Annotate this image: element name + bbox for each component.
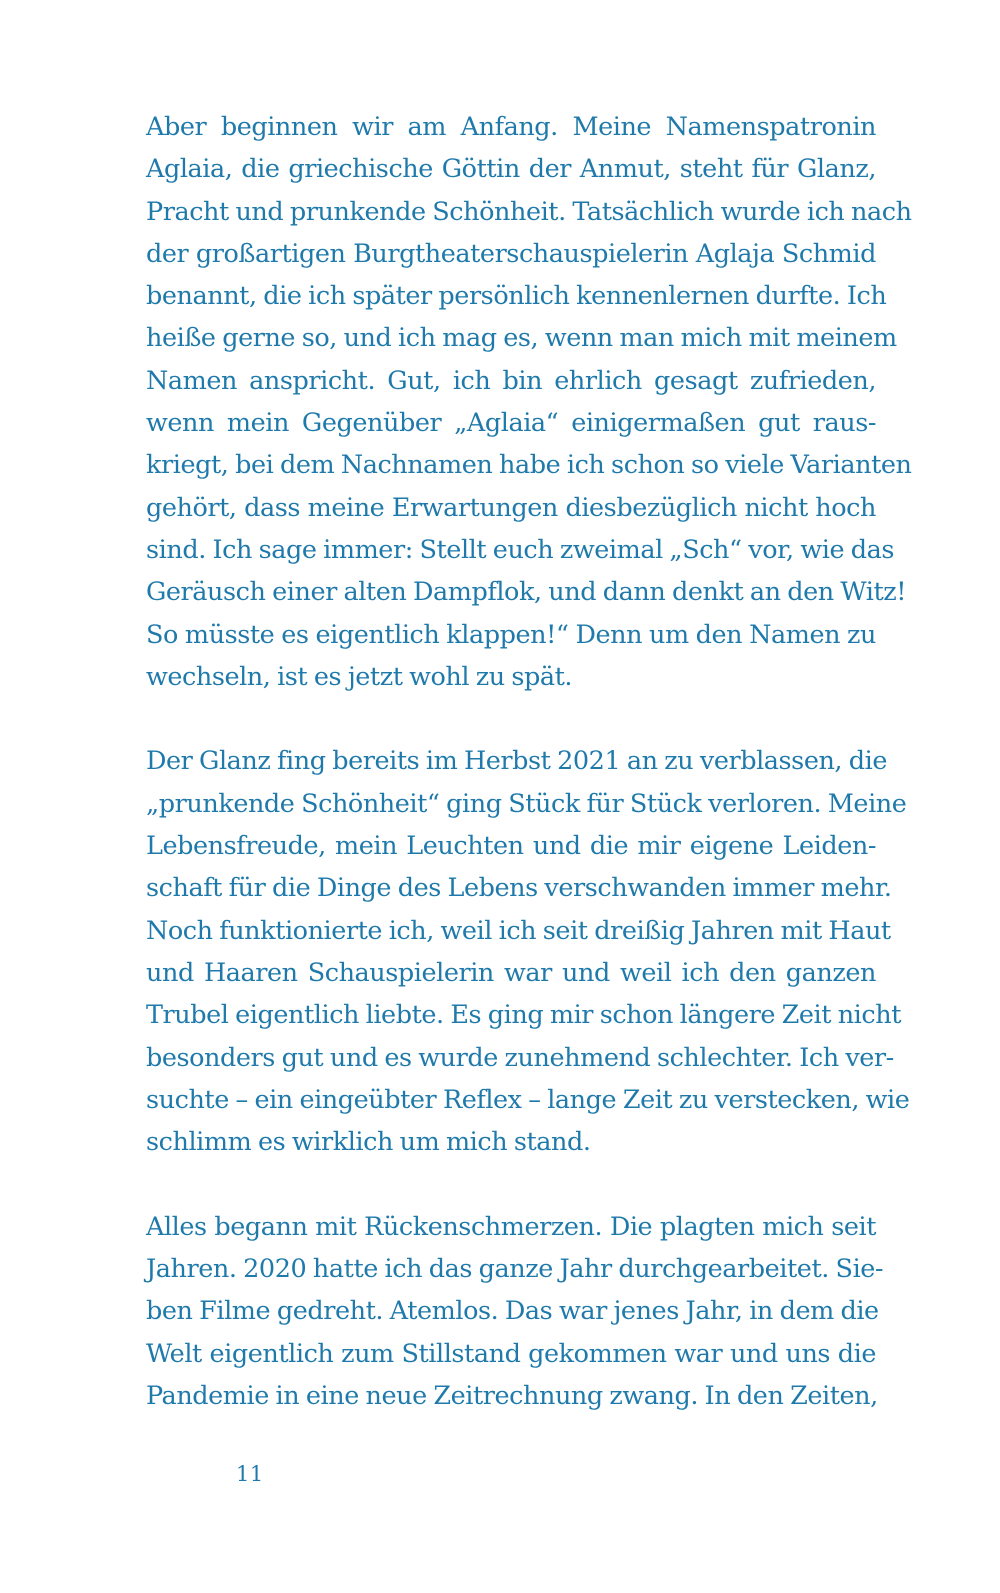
- paragraph-gap: [146, 698, 876, 740]
- text-line: und Haaren Schauspielerin war und weil ich den ganzen: [146, 957, 876, 988]
- paragraph-gap: [146, 1163, 876, 1205]
- text-line: ben Filme gedreht. Atemlos. Das war jenes Jahr, in dem die: [146, 1296, 879, 1327]
- text-line: wechseln, ist es jetzt wohl zu spät.: [146, 661, 573, 692]
- text-line: Pandemie in eine neue Zeitrechnung zwang. In den Zeiten,: [146, 1380, 878, 1411]
- text-line: Jahren. 2020 hatte ich das ganze Jahr durchgearbeitet. Sie-: [146, 1254, 884, 1285]
- text-line: benannt, die ich später persönlich kennenlernen durfte. Ich: [146, 281, 887, 312]
- page-body: [146, 106, 912, 1417]
- paragraph-3: [146, 1206, 884, 1417]
- text-line: der großartigen Burgtheaterschauspielerin Aglaja Schmid: [146, 238, 876, 269]
- text-line: kriegt, bei dem Nachnamen habe ich schon so viele Varianten: [146, 450, 912, 481]
- text-line: Aber beginnen wir am Anfang. Meine Namenspatronin: [146, 112, 876, 142]
- text-line: Pracht und prunkende Schönheit. Tatsächlich wurde ich nach: [146, 196, 912, 227]
- text-line: suchte – ein eingeübter Reflex – lange Zeit zu verstecken, wie: [146, 1084, 910, 1115]
- text-line: Der Glanz fing bereits im Herbst 2021 an zu verblassen, die: [146, 746, 887, 777]
- text-line: gehört, dass meine Erwartungen diesbezüglich nicht hoch: [146, 492, 876, 523]
- text-line: besonders gut und es wurde zunehmend schlechter. Ich ver-: [146, 1042, 894, 1073]
- text-line: Aglaia, die griechische Göttin der Anmut, steht für Glanz,: [146, 154, 876, 185]
- text-line: Namen anspricht. Gut, ich bin ehrlich gesagt zufrieden,: [146, 365, 876, 396]
- text-line: sind. Ich sage immer: Stellt euch zweimal „Sch“ vor, wie das: [146, 534, 895, 565]
- paragraph-2: [146, 740, 910, 1163]
- text-line: Trubel eigentlich liebte. Es ging mir schon längere Zeit nicht: [146, 1000, 901, 1031]
- text-line: Welt eigentlich zum Stillstand gekommen war und uns die: [146, 1338, 876, 1369]
- page-number: 11: [236, 1462, 264, 1486]
- text-line: Lebensfreude, mein Leuchten und die mir eigene Leiden-: [146, 831, 876, 862]
- text-line: wenn mein Gegenüber „Aglaia“ einigermaßen gut raus-: [146, 408, 876, 439]
- text-line: „prunkende Schönheit“ ging Stück für Stück verloren. Meine: [146, 788, 907, 819]
- text-line: So müsste es eigentlich klappen!“ Denn um den Namen zu: [146, 619, 876, 650]
- text-line: schlimm es wirklich um mich stand.: [146, 1127, 591, 1158]
- text-line: heiße gerne so, und ich mag es, wenn man mich mit meinem: [146, 323, 897, 354]
- text-line: Noch funktionierte ich, weil ich seit dreißig Jahren mit Haut: [146, 915, 891, 946]
- paragraph-1: [146, 106, 912, 698]
- text-line: schaft für die Dinge des Lebens verschwanden immer mehr.: [146, 873, 892, 904]
- text-line: Geräusch einer alten Dampflok, und dann denkt an den Witz!: [146, 577, 907, 608]
- text-line: Alles begann mit Rückenschmerzen. Die plagten mich seit: [146, 1211, 876, 1242]
